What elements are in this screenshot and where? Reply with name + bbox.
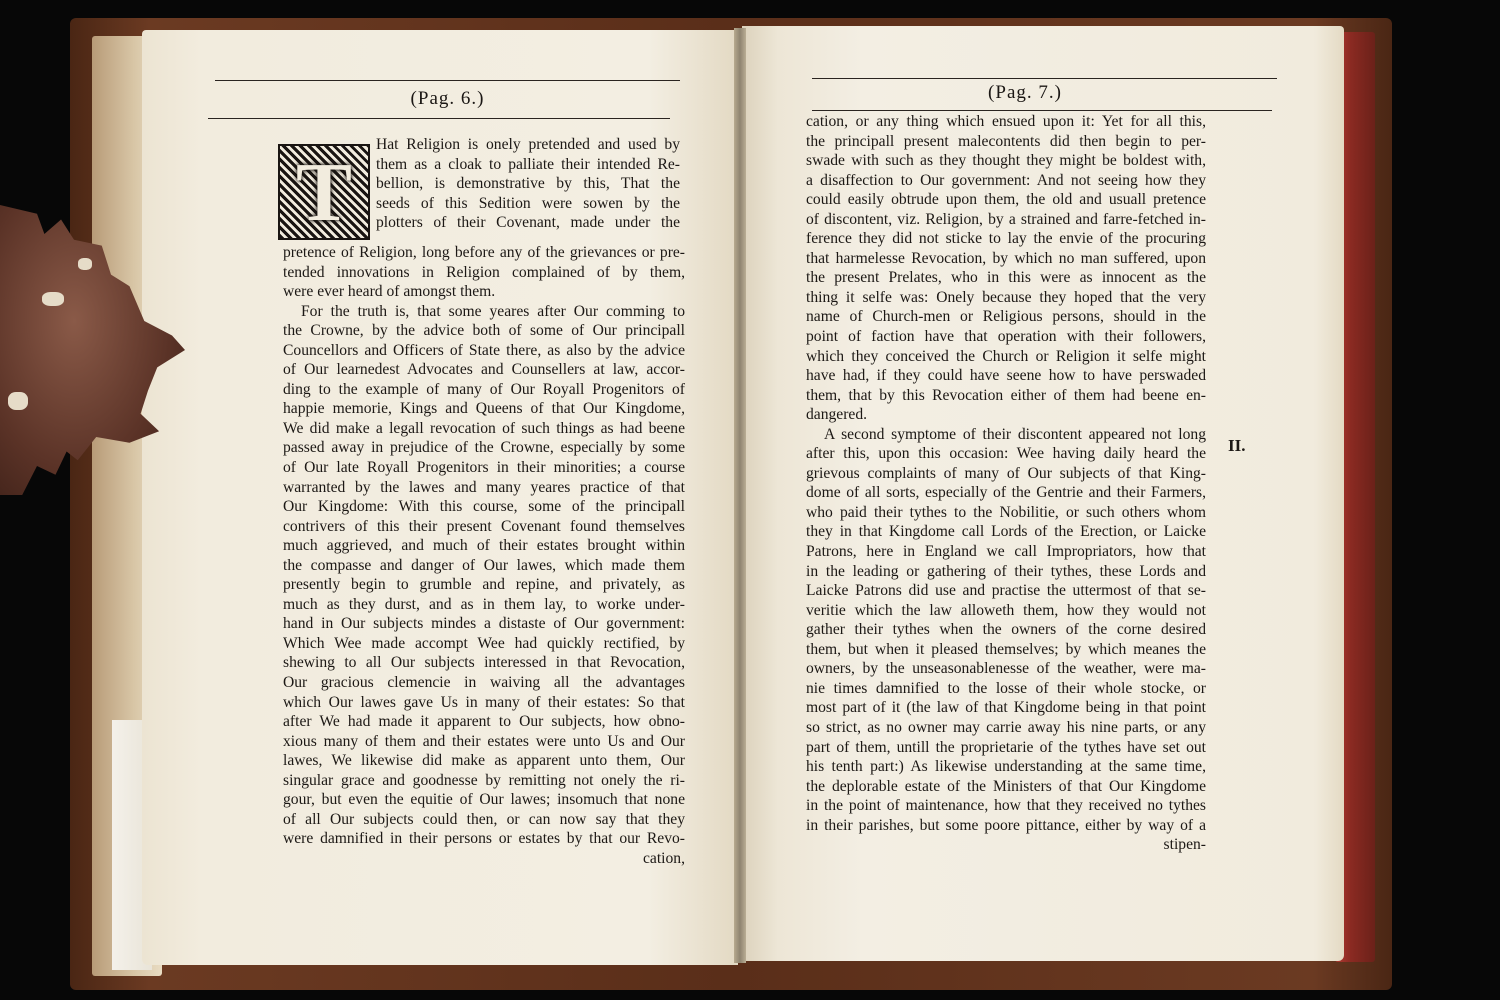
text-line: of discontent, viz. Religion, by a strained and farre-fetched in- [806,210,1206,228]
text-line: Patrons, here in England we call Impropriators, how that [806,543,1206,561]
text-line: happie memorie, Kings and Queens of that Our Kingdome, [283,400,685,418]
text-line: his tenth part:) As likewise understanding at the same time, [806,758,1206,776]
text-line: most part of it (the law of that Kingdome being in that point [806,699,1206,717]
text-line: that harmelesse Revocation, by which no man suffered, upon [806,249,1206,267]
text-line: Which Wee made accompt Wee had quickly rectified, by [283,634,685,652]
text-line: of Our learnedest Advocates and Counsellers at law, accor- [283,361,685,379]
text-line: passed away in prejudice of the Crowne, especially by some [283,439,685,457]
text-line: of Our late Royall Progenitors in their minorities; a course [283,459,685,477]
text-line: in the leading or gathering of their tythes, these Lords and [806,562,1206,580]
text-line: swade with such as they thought they might be boldest with, [806,152,1206,170]
text-line: We did make a legall revocation of such things as had beene [283,419,685,437]
text-line: a disaffection to Our government: And not seeing how they [806,171,1206,189]
text-line: were damnified in their persons or estates by that our Revo- [283,830,685,848]
text-line: ference they did not sticke to lay the envie of the procuring [806,230,1206,248]
text-line: them, but when it pleased themselves; by which meanes the [806,640,1206,658]
text-line: Hat Religion is onely pretended and used by [376,136,680,153]
text-line: pretence of Religion, long before any of the grievances or pre- [283,244,685,261]
text-line: they in that Kingdome call Lords of the Erection, or Laicke [806,523,1206,541]
text-line: grievous complaints of many of Our subjects of that King- [806,464,1206,482]
text-line: the compasse and danger of Our lawes, which made them [283,556,685,574]
page-number-right: (Pag. 7.) [988,82,1062,103]
text-line: hand in Our subjects mindes a distaste of Our government: [283,615,685,633]
text-line: A second symptome of their discontent appeared not long [824,425,1206,443]
text-line: of all Our subjects could then, or can now say that they [283,810,685,828]
text-line: the principall present malecontents did then begin to per- [806,132,1206,150]
text-line: xious many of them and their estates were unto Us and Our [283,732,685,750]
text-line: Our gracious clemencie in waiving all the advantages [283,674,685,692]
text-line: after We had made it apparent to Our subjects, how obno- [283,713,685,731]
header-rule-top [215,80,680,81]
clasp-hole [8,392,28,410]
text-line: For the truth is, that some yeares after Our comming to [301,302,685,320]
text-line: name of Church-men or Religious persons, should in the [806,308,1206,326]
text-line: shewing to all Our subjects interessed in that Revocation, [283,654,685,672]
text-line: were ever heard of amongst them. [283,283,496,301]
header-rule-bottom [208,118,670,119]
text-line: the Crowne, by the advice both of some of Our principall [283,322,685,340]
text-line: thing it selfe was: Onely because they hoped that the very [806,288,1206,306]
text-line: ding to the example of many of Our Royall Progenitors of [283,380,685,398]
clasp-hole [78,258,92,270]
book-gutter [734,28,746,963]
text-line: presently begin to grumble and repine, and privately, as [283,576,685,594]
text-line: warranted by the lawes and many yeares practice of that [283,478,685,496]
text-line: which Our lawes gave Us in many of their estates: So that [283,693,685,711]
clasp-hole [42,292,64,306]
text-line: gather their tythes when the owners of the corne desired [806,621,1206,639]
catchword: cation, [643,849,685,867]
text-line: contrivers of this their present Covenant found themselves [283,517,685,535]
text-line: lawes, We likewise did make as apparent unto them, Our [283,752,685,770]
margin-note: II. [1228,436,1246,455]
decorated-initial [278,144,370,240]
initial-letter: T [295,145,353,239]
header-rule-top [812,78,1277,79]
text-line: them, that by this Revocation either of them had beene en- [806,386,1206,404]
text-line: much as they durst, and as in them lay, to worke under- [283,595,685,613]
text-line: Councellors and Officers of State there, as also by the advice [283,341,685,359]
text-line: them as a cloak to palliate their intended Re- [376,155,680,173]
text-line: owners, by the unseasonablenesse of the weather, were ma- [806,660,1206,678]
right-page-body [806,112,1206,855]
text-line: have had, if they could have seene how to have perswaded [806,367,1206,385]
left-page-drop-text [376,135,680,233]
text-line: dome of all sorts, especially of the Gentrie and their Farmers, [806,484,1206,502]
text-line: cation, or any thing which ensued upon it: Yet for all this, [806,113,1206,130]
text-line: nie times damnified to the losse of their whole stocke, or [806,679,1206,697]
text-line: which they conceived the Church or Religion it selfe might [806,347,1206,365]
text-line: bellion, is demonstrative by this, That the [376,175,680,193]
text-line: the deplorable estate of the Ministers of that Our Kingdome [806,777,1206,795]
text-line: tended innovations in Religion complained of by them, [283,263,685,281]
text-line: much aggrieved, and much of their estates brought within [283,537,685,555]
text-line: dangered. [806,406,868,424]
text-line: could easily obtrude upon them, the old and usuall pretence [806,191,1206,209]
header-rule-bottom [812,110,1272,111]
text-line: after this, upon this occasion: Wee having daily heard the [806,445,1206,463]
text-line: plotters of their Covenant, made under the [376,214,680,232]
left-page-body [283,243,685,869]
page-number-left: (Pag. 6.) [410,88,485,109]
text-line: singular grace and goodnesse by remitting not onely the ri- [283,771,685,789]
text-line: seeds of this Sedition were sowen by the [376,194,680,212]
text-line: veritie which the law alloweth them, how they would not [806,601,1206,619]
text-line: point of faction have that operation with their followers, [806,328,1206,346]
catchword: stipen- [1163,836,1206,854]
text-line: Laicke Patrons did use and practise the uttermost of that se- [806,582,1206,600]
text-line: who paid their tythes to the Nobilitie, or such others whom [806,503,1206,521]
text-line: Our Kingdome: With this course, some of the principall [283,498,685,516]
text-line: part of them, untill the proprietarie of the tythes have set out [806,738,1206,756]
text-line: gour, but even the equitie of Our lawes; insomuch that none [283,791,685,809]
text-line: so strict, as no owner may carrie away his nine parts, or any [806,718,1206,736]
text-line: the present Prelates, who in this were as innocent as the [806,269,1206,287]
text-line: in their parishes, but some poore pittance, either by way of a [806,816,1206,834]
text-line: in the point of maintenance, how that they received no tythes [806,797,1206,815]
